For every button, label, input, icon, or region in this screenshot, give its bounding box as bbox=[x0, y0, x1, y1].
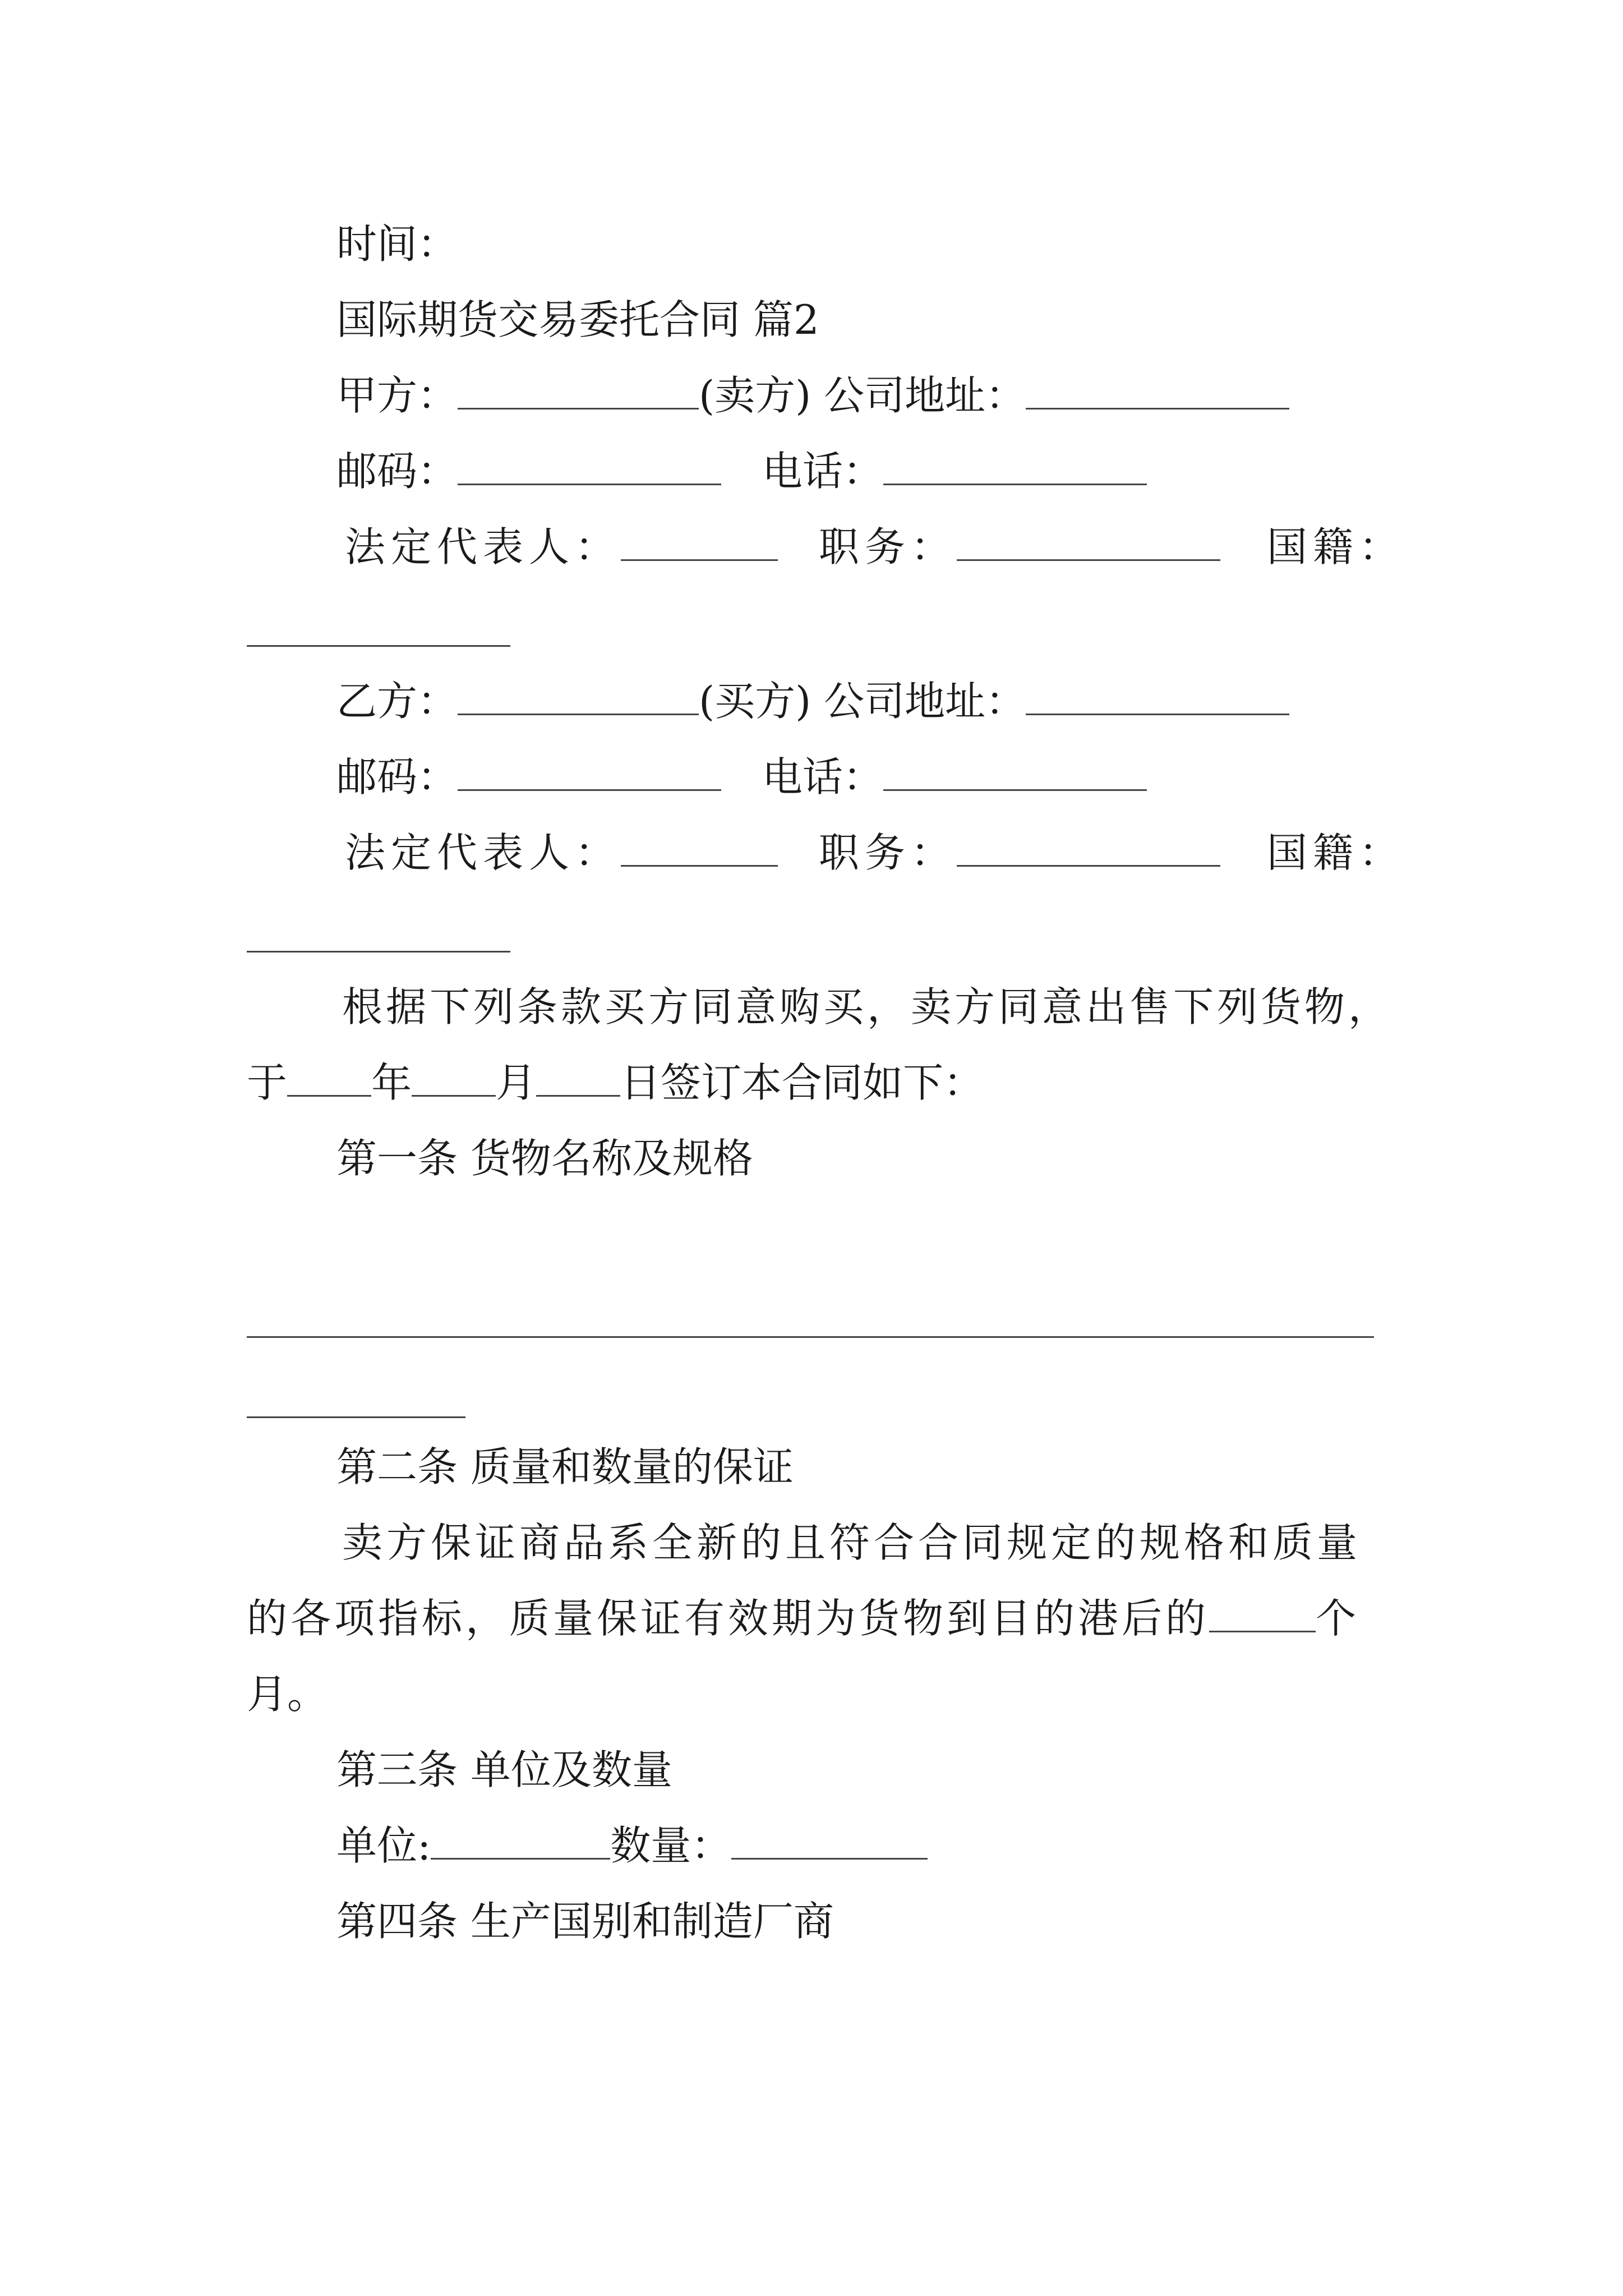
intro-text: 根据下列条款买方同意购买，卖方同意出售下列货物， bbox=[342, 983, 1393, 1030]
party-b-nationality-blank[interactable] bbox=[247, 951, 510, 953]
article-2-title bbox=[336, 1439, 794, 1495]
article-4-title bbox=[336, 1893, 834, 1949]
party-a-address-label: 公司地址： bbox=[824, 372, 1026, 419]
document-title bbox=[336, 292, 819, 348]
intro-line-2 bbox=[247, 1055, 984, 1111]
intro-suffix: 日签订本合同如下： bbox=[620, 1059, 984, 1106]
intro-month: 月 bbox=[496, 1059, 537, 1106]
article-2-para-line-3 bbox=[247, 1666, 328, 1722]
warranty-months-blank[interactable] bbox=[1209, 1591, 1316, 1632]
party-b-postcode-label: 邮码： bbox=[336, 753, 458, 800]
party-b-nationality-label: 国籍： bbox=[1266, 829, 1405, 876]
party-a-role: (卖方) bbox=[699, 372, 811, 419]
intro-prefix: 于 bbox=[247, 1059, 288, 1106]
article-3-title-text: 第三条 单位及数量 bbox=[336, 1746, 672, 1793]
party-b-contact-line bbox=[336, 749, 1147, 805]
party-b-rep-line bbox=[345, 825, 1405, 881]
article-2-text-2: 的各项指标，质量保证有效期为货物到目的港后的 bbox=[247, 1595, 1210, 1642]
party-a-postcode-label: 邮码： bbox=[336, 448, 458, 495]
article-2-text-3: 月。 bbox=[247, 1671, 328, 1718]
sign-month-blank[interactable] bbox=[412, 1056, 496, 1097]
article-2-text-1: 卖方保证商品系全新的且符合合同规定的规格和质量 bbox=[342, 1519, 1362, 1566]
party-a-position-label: 职务： bbox=[818, 523, 957, 570]
quantity-label: 数量： bbox=[610, 1822, 732, 1869]
party-a-name-blank[interactable] bbox=[458, 369, 699, 409]
quantity-blank[interactable] bbox=[731, 1819, 928, 1860]
party-b-label: 乙方： bbox=[336, 678, 458, 725]
article-1-blank-line-1[interactable] bbox=[247, 1336, 1374, 1338]
party-b-address-label: 公司地址： bbox=[824, 678, 1026, 725]
party-a-address-blank[interactable] bbox=[1026, 369, 1289, 409]
party-b-position-label: 职务： bbox=[818, 829, 957, 876]
party-a-contact-line bbox=[336, 443, 1147, 499]
sign-day-blank[interactable] bbox=[536, 1056, 620, 1097]
party-a-phone-blank[interactable] bbox=[883, 444, 1147, 485]
article-2-text-2-end: 个 bbox=[1316, 1595, 1360, 1642]
party-b-phone-label: 电话： bbox=[762, 753, 883, 800]
party-a-nationality-blank[interactable] bbox=[247, 645, 510, 647]
unit-blank[interactable] bbox=[431, 1819, 610, 1860]
article-3-fields bbox=[336, 1818, 928, 1874]
article-4-title-text: 第四条 生产国别和制造厂商 bbox=[336, 1898, 834, 1945]
article-2-para-line-2 bbox=[247, 1590, 1359, 1646]
party-b-address-blank[interactable] bbox=[1026, 674, 1289, 715]
article-2-para-line-1 bbox=[342, 1515, 1361, 1571]
article-1-blank-line-2[interactable] bbox=[247, 1416, 465, 1418]
intro-year: 年 bbox=[371, 1059, 412, 1106]
party-a-rep-label: 法定代表人： bbox=[345, 523, 621, 570]
party-b-position-blank[interactable] bbox=[957, 826, 1220, 867]
party-a-postcode-blank[interactable] bbox=[458, 444, 721, 485]
unit-label: 单位: bbox=[336, 1822, 431, 1869]
article-1-title bbox=[336, 1130, 753, 1186]
party-a-line bbox=[336, 367, 1289, 424]
party-b-rep-blank[interactable] bbox=[621, 826, 778, 867]
party-a-rep-line bbox=[345, 519, 1405, 575]
time-label: 时间： bbox=[336, 220, 458, 268]
party-a-rep-blank[interactable] bbox=[621, 520, 778, 561]
party-b-phone-blank[interactable] bbox=[883, 750, 1147, 791]
sign-year-blank[interactable] bbox=[287, 1056, 371, 1097]
time-line bbox=[336, 216, 458, 272]
party-b-name-blank[interactable] bbox=[458, 674, 699, 715]
document-title-text: 国际期货交易委托合同 篇2 bbox=[336, 296, 819, 343]
party-b-rep-label: 法定代表人： bbox=[345, 829, 621, 876]
article-3-title bbox=[336, 1742, 672, 1798]
party-b-role: (买方) bbox=[699, 678, 811, 725]
party-a-nationality-label: 国籍： bbox=[1266, 523, 1405, 570]
article-1-title-text: 第一条 货物名称及规格 bbox=[336, 1135, 753, 1182]
party-b-postcode-blank[interactable] bbox=[458, 750, 721, 791]
intro-line-1 bbox=[342, 979, 1392, 1035]
party-a-label: 甲方： bbox=[336, 372, 458, 419]
party-a-phone-label: 电话： bbox=[762, 448, 883, 495]
article-2-title-text: 第二条 质量和数量的保证 bbox=[336, 1443, 794, 1490]
party-a-position-blank[interactable] bbox=[957, 520, 1220, 561]
party-b-line bbox=[336, 673, 1289, 729]
